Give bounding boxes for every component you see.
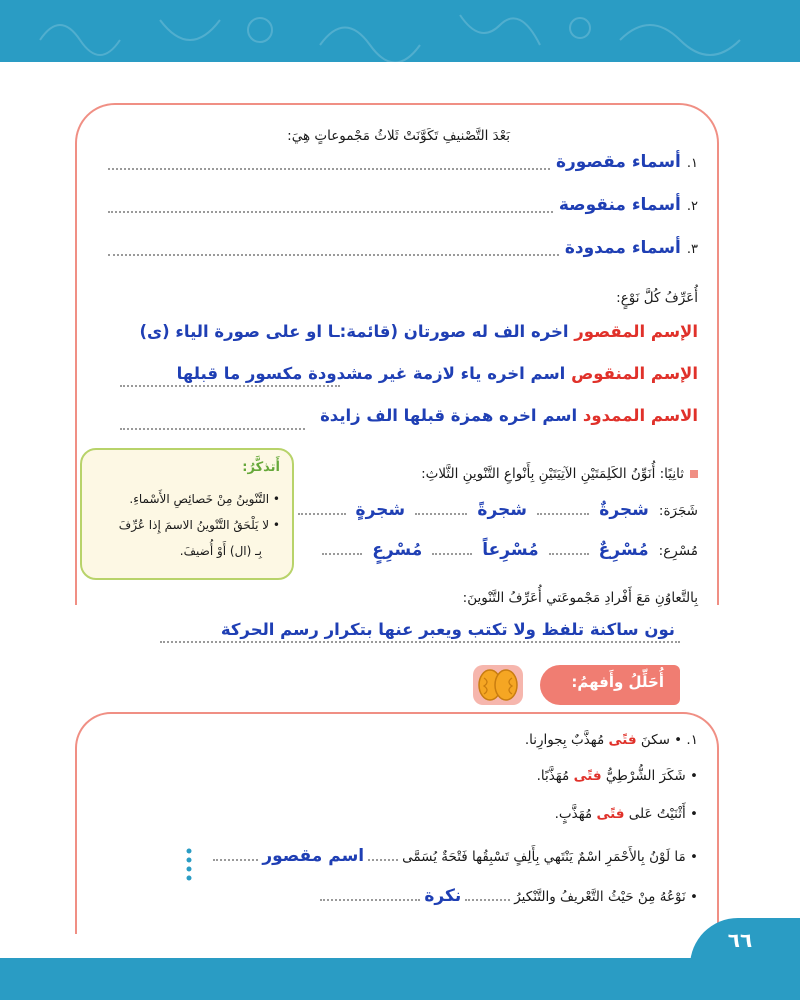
dotted-line: [213, 859, 258, 861]
definition-text: اخره الف له صورتان (قائمة:ـا او على صورة الياء (ى): [139, 322, 575, 341]
dotted-line: [298, 513, 346, 515]
square-bullet-icon: [690, 470, 698, 478]
item-number: ١.: [686, 156, 698, 171]
term: الاسم الممدود: [582, 406, 698, 425]
dotted-line: [160, 641, 680, 643]
sentence-text: • أَثْنَيْتُ عَلى: [628, 806, 698, 822]
answer-text: اسم مقصور: [262, 846, 365, 866]
word1-row: [298, 500, 698, 520]
calligraphy-decoration-icon: [0, 0, 800, 62]
example-sentence-1: [525, 732, 698, 748]
sentence-text: مُهَذَّبٍ.: [554, 806, 597, 822]
heading-text: ثانِيًا: أُنَوِّنُ الكَلِمَتَيْنِ الآتِيَتَيْنِ بِأَنْواعِ التَّنْوينِ الثَّلاثِ:: [421, 466, 684, 482]
item-number: ٣.: [686, 242, 698, 257]
tanween-form: شجرةٍ: [355, 500, 406, 520]
answer-text: نكرة: [424, 886, 462, 906]
tanween-form: مُسْرِعاً: [482, 540, 539, 560]
answer-text: أسماء منقوصة: [558, 195, 681, 215]
tanween-form: مُسْرِعٍ: [372, 540, 423, 560]
question-text: • مَا لَوْنُ بِالأَحْمَرِ اسْمٌ يَنْتَهي بِأَلِفٍ تَسْبِقُها فَتْحَةٌ يُسَمَّى: [402, 849, 698, 865]
highlight-word: فتًى: [573, 768, 602, 784]
definition-maqsur: [139, 322, 698, 341]
definition-mamdud: [320, 406, 698, 425]
example-sentence-3: [555, 806, 698, 822]
definition-text: اسم اخره ياء لازمة غير مشدودة مكسور ما قبلها: [176, 364, 572, 383]
definition-manqus: [177, 364, 698, 383]
dotted-line: [322, 553, 362, 555]
reminder-line: بِـ (ال) أَوْ أُضيفَ.: [179, 544, 262, 558]
answer-text: أسماء ممدودة: [564, 238, 681, 258]
tanween-definition-answer: نون ساكنة تلفظ ولا تكتب ويعبر عنها بتكرار رسم الحركة: [220, 620, 675, 639]
dotted-line: [415, 513, 467, 515]
tanween-form: شجرةً: [477, 500, 528, 520]
reminder-line: • لا يَلْحَقُ التَّنْوينُ الاسمَ إِذا عُرِّفَ: [118, 518, 280, 532]
dotted-line: [120, 385, 340, 387]
banner-title: أُحَلِّلُ وأَفهمُ:: [571, 673, 664, 691]
term: الإسم المنقوص: [571, 364, 698, 383]
dotted-line: [108, 210, 553, 213]
brain-icon: [472, 664, 524, 706]
word-label: مُسْرِع:: [658, 543, 698, 559]
highlight-word: فتًى: [608, 732, 637, 748]
dotted-line: [108, 253, 559, 256]
analyze-understand-banner: [540, 665, 680, 705]
dotted-line: [537, 513, 589, 515]
dotted-line: [108, 167, 550, 170]
question-line-4: [213, 846, 698, 866]
group-line-2: [108, 195, 698, 215]
word2-row: [298, 540, 698, 560]
dotted-line: [320, 899, 420, 901]
word-label: شَجَرَة:: [658, 503, 698, 519]
question-line-5: [320, 886, 698, 906]
dotted-line: [432, 553, 472, 555]
tanween-heading: [421, 466, 698, 482]
term: الإسم المقصور: [574, 322, 698, 341]
tanween-form: شجرةٌ: [599, 500, 649, 520]
sentence-text: • شَكَرَ الشُّرْطِيُّ: [605, 768, 698, 784]
dotted-line: [120, 428, 305, 430]
bottom-footer-band: [0, 958, 800, 1000]
reminder-line: • التَّنْوينُ مِنْ خَصائِصِ الأَسْماءِ.: [129, 492, 280, 506]
section-classification-heading: بَعْدَ التَّصْنيفِ تَكَوَّنَتْ ثَلاثُ مَجْموعاتٍ هِيَ:: [287, 128, 510, 144]
tanween-form: مُسْرِعٌ: [598, 540, 649, 560]
group-line-3: [108, 238, 698, 258]
dotted-line: [549, 553, 589, 555]
page-number: ٦٦: [727, 928, 753, 952]
sentence-text: مُهَذَّبًا.: [536, 768, 574, 784]
highlight-word: فتًى: [596, 806, 625, 822]
cooperation-heading: بِالتَّعاوُنِ مَعَ أَفْرادِ مَجْموعَتي أُعَرِّفُ التَّنْوينَ:: [462, 590, 698, 606]
definition-text: اسم اخره همزة قبلها الف زايدة: [320, 406, 583, 425]
item-number: ٢.: [686, 199, 698, 214]
dotted-line: [368, 859, 398, 861]
dotted-line: [465, 899, 510, 901]
group-line-1: [108, 152, 698, 172]
reminder-title: أَتذكَّرُ:: [242, 460, 280, 475]
answer-text: أسماء مقصورة: [555, 152, 681, 172]
reminder-box: [80, 448, 294, 580]
vertical-dots-icon: [186, 848, 192, 882]
define-each-heading: أُعَرِّفُ كُلَّ نَوْعٍ:: [616, 290, 698, 306]
sentence-text: مُهذَّبٌ بِجوارِنا.: [524, 732, 609, 748]
sentence-text: ١. • سكنَ: [640, 732, 698, 748]
question-text: • نَوْعُهُ مِنْ حَيْثُ التَّعْريفُ والتَّنْكيرُ: [514, 889, 698, 905]
example-sentence-2: [537, 768, 698, 784]
